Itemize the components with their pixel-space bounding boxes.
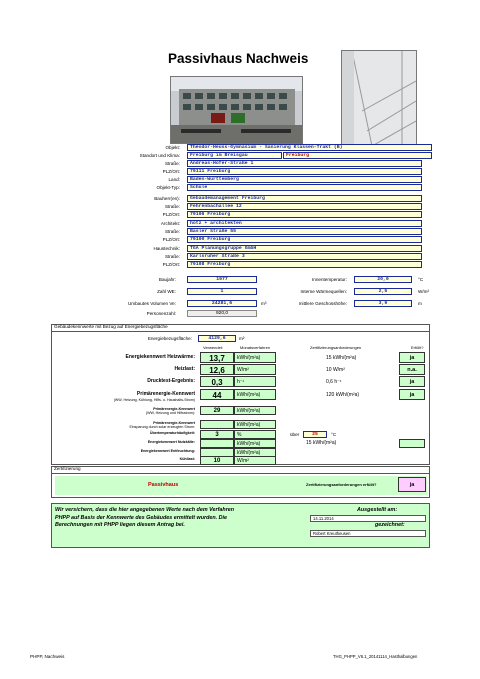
small-label-2: Übertemperaturhäufigkeit: — [149, 431, 195, 435]
ebf-label: Energiebezugsfläche: — [147, 336, 192, 341]
small-value-5: 10 — [200, 456, 234, 465]
ebf-unit: m² — [239, 336, 245, 341]
object-label-3: PLZ/Ort: — [162, 168, 180, 174]
kennwert-value-0: 13,7 — [200, 352, 234, 363]
kennwert-unit-3: kWh/(m²a) — [234, 389, 276, 400]
small-unit-2: % — [234, 430, 276, 439]
kennwert-label-0: Energiekennwert Heizwärme: — [125, 354, 195, 360]
we-label: Zahl WE: — [157, 289, 176, 294]
architect-field-2[interactable]: 79100 Freiburg — [187, 236, 422, 243]
small-req-3: 15 kWh/(m²a) — [306, 440, 337, 446]
cert-answer: ja — [398, 477, 426, 492]
small-value-3 — [200, 439, 234, 448]
object-label-5: Objekt-Typ: — [156, 184, 180, 190]
kennwert-req-2: 0,6 h⁻¹ — [326, 379, 342, 385]
architect-label-1: Straße: — [164, 228, 180, 234]
small-label-0: Primärenergie-Kennwert — [153, 407, 195, 411]
object-field-4[interactable]: Baden-Württemberg — [187, 176, 422, 183]
footer-right: THG_PHPP_V6.1_20141114_Hasthalbungen — [333, 654, 418, 659]
height-field[interactable]: 3,9 — [354, 300, 412, 307]
small-unit-1: kWh/(m²a) — [234, 420, 276, 429]
cert-section-title: Zertifizierung — [54, 466, 81, 471]
persons-value: 920,0 — [187, 310, 257, 317]
small-unit-4: kWh/(m²a) — [234, 448, 276, 457]
kennwert-value-3: 44 — [200, 389, 234, 400]
height-label: mittlere Geschosshöhe: — [298, 301, 347, 306]
volume-unit: m³ — [261, 301, 267, 306]
col-kriterien: Zertifizierungsanforderungen — [310, 345, 362, 350]
persons-label: Personenzahl: — [146, 311, 176, 316]
col-vorhanden: Verwendet: — [203, 345, 224, 350]
baujahr-label: Baujahr: — [158, 277, 176, 282]
object-field-3[interactable]: 79111 Freiburg — [187, 168, 422, 175]
object-field-5[interactable]: Schule — [187, 184, 422, 191]
kennwert-req-3: 120 kWh/(m²a) — [326, 392, 360, 398]
services-label-2: PLZ/Ort: — [162, 261, 180, 267]
cert-question: Zertifizierungsanforderungen erfüllt? — [306, 482, 377, 487]
kennwert-unit-2: h⁻¹ — [234, 376, 276, 387]
small-label-3: Energiekennwert Nutzkälte: — [147, 440, 195, 444]
kennwert-ok-2: ja — [399, 376, 425, 387]
kennwert-label-2: Drucktest-Ergebnis: — [147, 378, 195, 384]
kennwert-req-1: 10 W/m² — [326, 367, 345, 373]
small-ok-3 — [399, 439, 425, 448]
page-title: Passivhaus Nachweis — [168, 51, 309, 66]
climate-extra-field[interactable]: Freiburg — [283, 152, 432, 159]
architect-label-0: Architekt: — [160, 220, 180, 226]
owner-field-0[interactable]: Gebäudemanagement Freiburg — [187, 195, 422, 202]
object-label-1: Standort und Klima: — [139, 152, 180, 158]
owner-label-1: Straße: — [164, 203, 180, 209]
small-label-4: Energiekennwert Entfeuchtung: — [140, 449, 195, 453]
signer-name[interactable]: Robert Kreutheusen — [310, 530, 426, 537]
small-label-1: Primärenergie-Kennwert — [153, 421, 195, 425]
object-label-0: Objekt: — [165, 144, 180, 150]
small-unit-3: kWh/(m²a) — [234, 439, 276, 448]
architect-field-1[interactable]: Basler Straße 55 — [187, 228, 422, 235]
col-erfuellt: Erfüllt? — [411, 345, 424, 350]
owner-field-2[interactable]: 79106 Freiburg — [187, 211, 422, 218]
small-unit-0: kWh/(m²a) — [234, 406, 276, 415]
services-field-1[interactable]: Karlsruher Straße 3 — [187, 253, 422, 260]
small-value-0: 29 — [200, 406, 234, 415]
services-label-1: Straße: — [164, 253, 180, 259]
kennwert-ok-1: n.a. — [399, 364, 425, 375]
kennwert-label-3: Primärenergie-Kennwert — [136, 391, 195, 397]
kennwert-value-1: 12,6 — [200, 364, 234, 375]
height-unit: m — [418, 301, 422, 306]
small-value-1 — [200, 420, 234, 429]
over-label: über — [290, 431, 300, 437]
kennwert-ok-0: ja — [399, 352, 425, 363]
services-field-0[interactable]: TGA Planungsgruppe GmbH — [187, 245, 422, 252]
architect-label-2: PLZ/Ort: — [162, 236, 180, 242]
kennwerte-section-title: Gebäudekennwerte mit Bezug auf Energiebezugsfläche — [54, 324, 168, 329]
small-unit-5: W/m² — [234, 456, 276, 465]
small-value-2: 3 — [200, 430, 234, 439]
small-sub-0: (WW, Heizung und Hilfsstrom): — [145, 411, 195, 415]
kennwert-unit-0: kWh/(m²a) — [234, 352, 276, 363]
temp-unit: °C — [418, 277, 424, 282]
kennwert-ok-3: ja — [399, 389, 425, 400]
object-field-0[interactable]: Theodor-Heuss-Gymnasium - Sanierung Klassen-Trakt (B) — [187, 144, 432, 151]
cert-label: Passivhaus — [148, 482, 179, 488]
building-photo-exterior — [170, 76, 303, 144]
over-field[interactable]: 25 — [303, 431, 327, 438]
ebf-field[interactable]: 4129,6 — [198, 335, 236, 342]
object-label-4: Land: — [168, 176, 180, 182]
owner-field-1[interactable]: Fehrenbachallee 12 — [187, 203, 422, 210]
kennwert-label-1: Heizlast: — [174, 366, 195, 372]
issued-label: Ausgestellt am: — [357, 507, 398, 513]
object-field-2[interactable]: Andreas-Hofer-Straße 1 — [187, 160, 422, 167]
col-monats: Monatsverfahren — [240, 345, 271, 350]
building-photo-interior — [341, 50, 417, 147]
object-field-1[interactable]: Freiburg im Breisgau — [187, 152, 282, 159]
iwq-label: Interne Wärmequellen: — [300, 289, 347, 294]
kennwert-value-2: 0,3 — [200, 376, 234, 387]
volume-field[interactable]: 24281,6 — [187, 300, 257, 307]
small-label-5: Kühllast: — [179, 457, 195, 461]
over-unit: °C — [331, 431, 337, 437]
we-field[interactable]: 1 — [187, 288, 257, 295]
owner-label-0: Bauherr(en): — [154, 195, 180, 201]
iwq-field[interactable]: 2,5 — [354, 288, 412, 295]
owner-label-2: PLZ/Ort: — [162, 211, 180, 217]
temp-field[interactable]: 20,0 — [354, 276, 412, 283]
services-field-2[interactable]: 79108 Freiburg — [187, 261, 422, 268]
kennwert-req-0: 15 kWh/(m²a) — [326, 355, 357, 361]
architect-field-0[interactable]: hotz + architekten — [187, 220, 422, 227]
volume-label: Umbautes Volumen Ve: — [127, 301, 176, 306]
object-label-2: Straße: — [164, 160, 180, 166]
small-sub-1: Einsparung durch solar erzeugten Strom: — [129, 425, 195, 429]
baujahr-field[interactable]: 1977 — [187, 276, 257, 283]
iwq-unit: W/m² — [418, 289, 429, 294]
kennwert-unit-1: W/m² — [234, 364, 276, 375]
temp-label: Innentemperatur: — [312, 277, 347, 282]
signature-text: Wir versichern, dass die hier angegebenen Werte nach dem Verfahren PHPP auf Basis der Kennwerte des Gebäudes ermittelt wurden. Die Berechnungen mit PHPP liegen diesem Antrag bei. — [55, 507, 235, 529]
footer-left: PHPP, Nachweis — [30, 654, 65, 659]
kennwert-sub-3: (WW, Heizung, Kühlung, Hilfs- u. Haushalts-Strom) — [113, 398, 195, 402]
signed-label: gezeichnet: — [375, 522, 405, 528]
issued-date[interactable]: 14.11.2014 — [310, 515, 426, 522]
services-label-0: Haustechnik: — [153, 245, 180, 251]
